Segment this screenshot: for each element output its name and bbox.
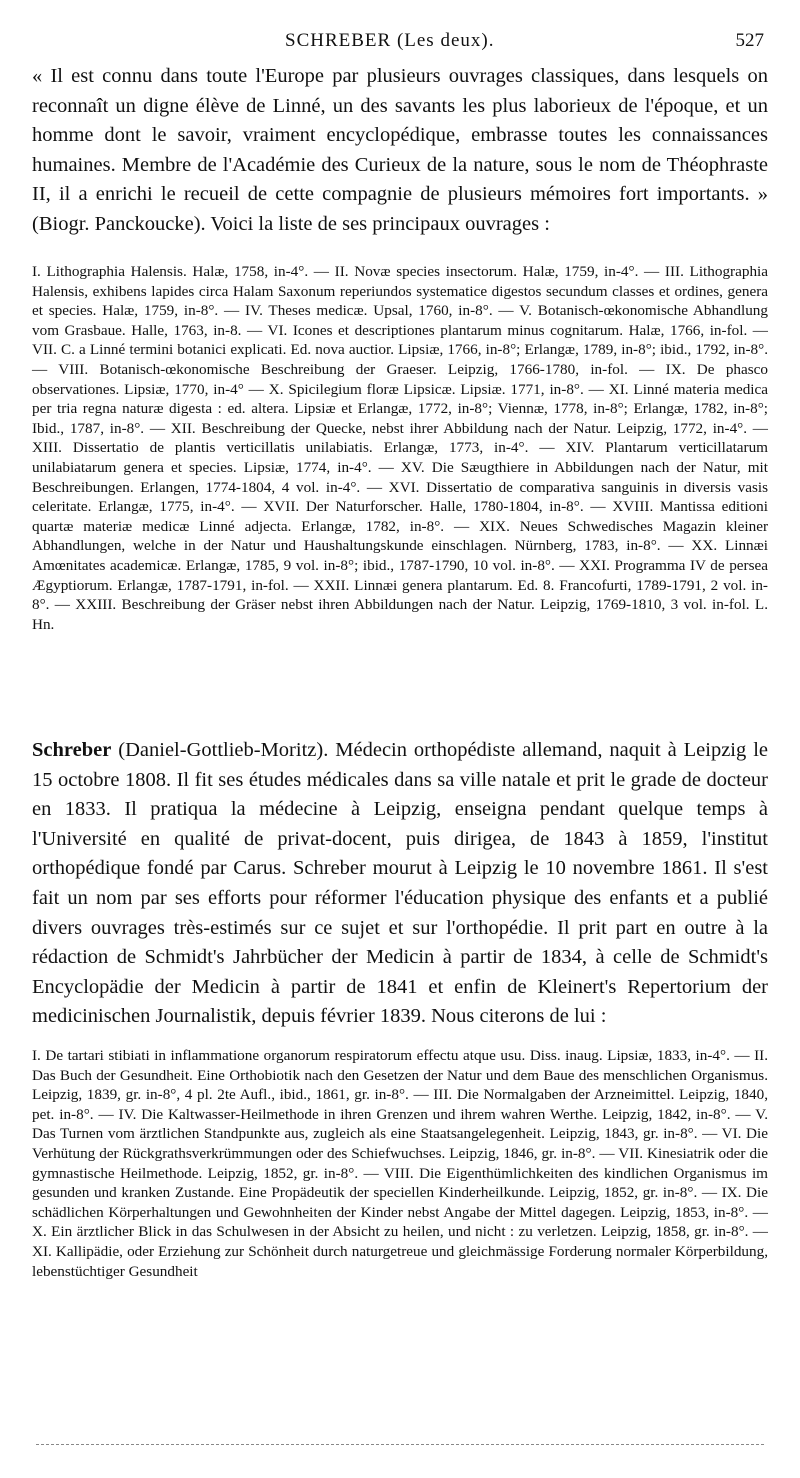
biography-entry: [32, 736, 768, 1032]
works-list-linne-schreber: [32, 262, 768, 634]
page-header: [0, 30, 800, 56]
entry-headword: Schreber: [32, 739, 112, 761]
works-list-text-2: I. De tartari stibiati in inflammatione organorum respiratorum effectu atque usu. Diss. inaug. Lipsiæ, 1833, in-4°. — II. Das Buch der Gesundheit. Eine Orthobiotik nach den Gesetzen der Natur und dem Baue des menschlichen Organismus. Leipzig, 1839, gr. in-8°, 4 pl. 2te Aufl., ibid., 1861, gr. in-8°. — III. Die Normalgaben der Arzneimittel. Leipzig, 1840, pet. in-8°. — IV. Die Kaltwasser-Heilmethode in ihren Grenzen und ihrem wahren Werthe. Leipzig, 1842, in-8°. — V. Das Turnen vom ärztlichen Standpunkte aus, zugleich als eine Staatsangelegenheit. Leipzig, 1843, gr. in-8°. — VI. Die Verhütung der Rückgrathsverkrümmungen oder des Schiefwuchses. Leipzig, 1846, gr. in-8°. — VII. Kinesiatrik oder die gymnastische Heilmethode. Leipzig, 1852, gr. in-8°. — VIII. Die Eigenthümlichkeiten des kindlichen Organismus im gesunden und kranken Zustande. Eine Propädeutik der speciellen Kinderheilkunde. Leipzig, 1852, gr. in-8°. — IX. Die schädlichen Körperhaltungen und Gewohnheiten der Kinder nebst Angabe der Mittel dagegen. Leipzig, 1853, in-8°. — X. Ein ärztlicher Blick in das Schulwesen in der Absicht zu heilen, und nicht : zu verletzen. Leipzig, 1858, gr. in-8°. — XI. Kallipädie, oder Erziehung zur Schönheit durch naturgetreue und gleichmässige Forderung normaler Körperbildung, lebenstüchtiger Gesundheit: [32, 1047, 768, 1280]
quote-paragraph: « Il est connu dans toute l'Europe par plusieurs ouvrages classiques, dans lesquels on reconnaît un digne élève de Linné, un des savants les plus laborieux de l'époque, et un homme dont le savoir, vraiment encyclopédique, embrasse toutes les connaissances humaines. Membre de l'Académie des Curieux de la nature, sous le nom de Théophraste II, il a enrichi le recueil de cette compagnie de plusieurs mémoires fort importants. » (Biogr. Panckoucke). Voici la liste de ses principaux ouvrages :: [32, 65, 768, 235]
footer-rule: [36, 1444, 764, 1445]
quote-paragraph-block: [32, 62, 768, 240]
entry-paragraph: [32, 736, 768, 1032]
running-head: SCHREBER (Les deux).: [285, 30, 495, 51]
works-list-text: I. Lithographia Halensis. Halæ, 1758, in-4°. — II. Novæ species insectorum. Halæ, 1759, in-4°. — III. Lithographia Halensis, exhibens lapides circa Halam Saxonum reperiundos systematice digestos secundum classes et ordines, genera et species. Halæ, 1759, in-8°. — IV. Theses medicæ. Upsal, 1760, in-8°. — V. Botanisch-œkonomische Abhandlung vom Grasbaue. Halle, 1763, in-8. — VI. Icones et descriptiones plantarum minus cognitarum. Halæ, 1766, in-fol. — VII. C. a Linné termini botanici explicati. Ed. nova auctior. Lipsiæ, 1766, in-8°; Erlangæ, 1789, in-8°; ibid., 1792, in-8°. — VIII. Botanisch-œkonomische Beschreibung der Graeser. Leipzig, 1766-1780, in-fol. — IX. De phasco observationes. Lipsiæ, 1770, in-4° — X. Spicilegium floræ Lipsicæ. Lipsiæ. 1771, in-8°. — XI. Linné materia medica per tria regna naturæ digesta : ed. altera. Lipsiæ et Erlangæ, 1772, in-8°; Viennæ, 1778, in-8°; Erlangæ, 1782, in-8°; Ibid., 1787, in-8°. — XII. Beschreibung der Quecke, nebst ihrer Abbildung nach der Natur. Leipzig, 1772, in-4°. — XIII. Dissertatio de plantis verticillatis unilabiatis. Erlangæ, 1773, in-4°. — XIV. Plantarum verticillatarum unilabiatarum genera et species. Lipsiæ, 1774, in-4°. — XV. Die Sæugthiere in Abbildungen nach der Natur, mit Beschreibungen. Erlangen, 1774-1804, 4 vol. in-4°. — XVI. Dissertatio de comparativa sanguinis in diversis vasis celeritate. Erlangæ, 1775, in-4°. — XVII. Der Naturforscher. Halle, 1780-1804, in-8°. — XVIII. Mantissa editioni quartæ materiæ medicæ Linné adjecta. Erlangæ, 1782, in-8°. — XIX. Neues Schwedisches Magazin kleiner Abhandlungen, welche in der Natur und Haushaltungskunde einschlagen. Nürnberg, 1783, in-8°. — XX. Linnæi Amœnitates academicæ. Erlangæ, 1785, 9 vol. in-8°; ibid., 1787-1790, 10 vol. in-8°. — XXI. Programma IV de persea Ægyptiorum. Erlangæ, 1787-1791, in-fol. — XXII. Linnæi genera plantarum. Ed. 8. Francofurti, 1789-1791, 2 vol. in-8°. — XXIII. Beschreibung der Gräser nebst ihren Abbildungen nach der Natur. Leipzig, 1769-1810, 3 vol. in-fol. L. Hn.: [32, 263, 768, 633]
works-list-daniel-schreber: [32, 1046, 768, 1281]
page-number: 527: [735, 30, 764, 51]
entry-body: (Daniel-Gottlieb-Moritz). Médecin orthopédiste allemand, naquit à Leipzig le 15 octobre 1808. Il fit ses études médicales dans sa ville natale et prit le grade de docteur en 1833. Il pratiqua la médecine à Leipzig, enseigna pendant quelque temps à l'Université en qualité de privat-docent, puis dirigea, de 1843 à 1859, l'institut orthopédique fondé par Carus. Schreber mourut à Leipzig le 10 novembre 1861. Il s'est fait un nom par ses efforts pour réformer l'éducation physique des enfants et a publié divers ouvrages très-estimés sur ce sujet et sur l'orthopédie. Il prit part en outre à la rédaction de Schmidt's Jahrbücher der Medicin à partir de 1834, à celle de Schmidt's Encyclopädie der Medicin à partir de 1841 et enfin de Kleinert's Repertorium der medicinischen Journalistik, depuis février 1839. Nous citerons de lui :: [32, 739, 768, 1028]
